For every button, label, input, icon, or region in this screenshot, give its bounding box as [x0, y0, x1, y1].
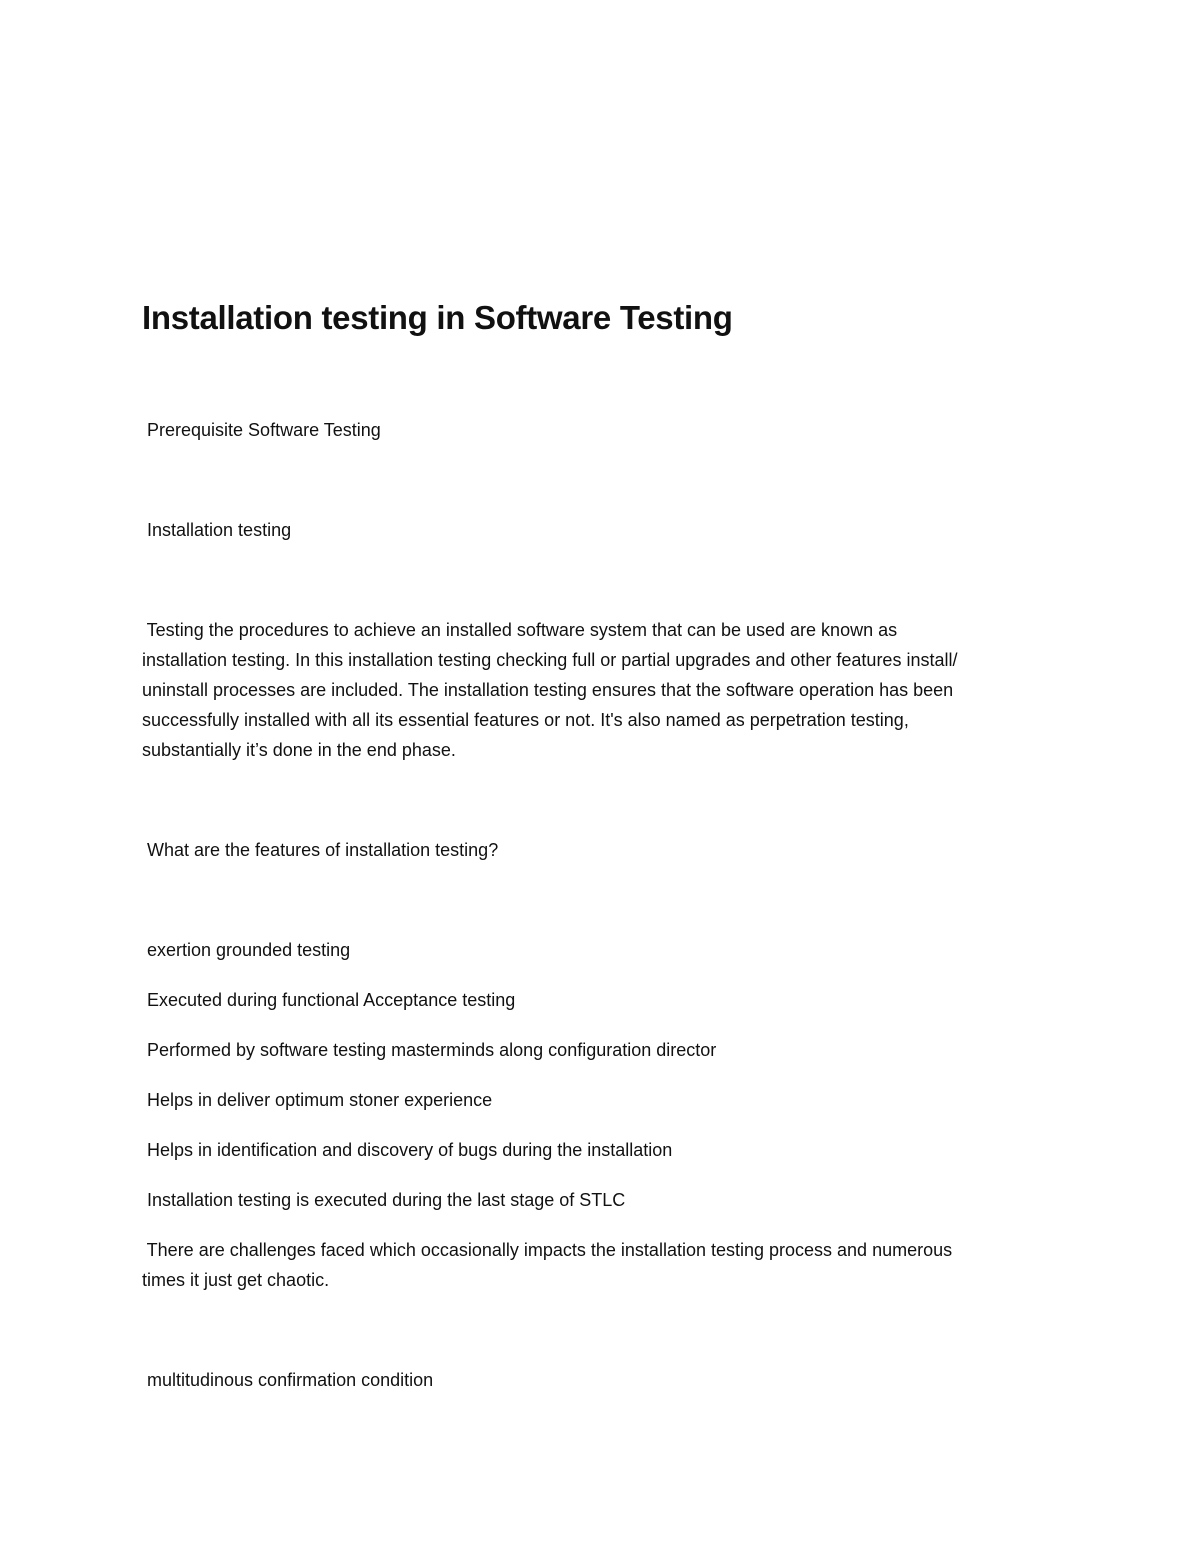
intro-line: Testing the procedures to achieve an installed software system that can be used are known as [142, 620, 898, 640]
feature-item: Installation testing is executed during the last stage of STLC [142, 1190, 626, 1210]
challenges-paragraph [142, 1235, 1072, 1295]
intro-line: uninstall processes are included. The installation testing ensures that the software operation has been [142, 680, 954, 700]
intro-line: substantially it’s done in the end phase. [142, 740, 456, 760]
feature-item: Performed by software testing masterminds along configuration director [142, 1040, 717, 1060]
intro-line: successfully installed with all its essential features or not. It's also named as perpetration testing, [142, 710, 909, 730]
challenges-line: times it just get chaotic. [142, 1270, 330, 1290]
section-heading: Installation testing [142, 520, 292, 540]
feature-item: Helps in deliver optimum stoner experience [142, 1090, 493, 1110]
features-question: What are the features of installation testing? [142, 840, 499, 860]
document-title: Installation testing in Software Testing [142, 299, 733, 336]
challenges-line: There are challenges faced which occasionally impacts the installation testing process and numerous [142, 1240, 953, 1260]
intro-line: installation testing. In this installation testing checking full or partial upgrades and other features install/ [142, 650, 958, 670]
prerequisite-line: Prerequisite Software Testing [142, 420, 381, 440]
feature-item: Helps in identification and discovery of bugs during the installation [142, 1140, 673, 1160]
feature-item: exertion grounded testing [142, 940, 351, 960]
intro-paragraph [142, 615, 1072, 765]
feature-item: Executed during functional Acceptance testing [142, 990, 516, 1010]
last-item: multitudinous confirmation condition [142, 1370, 434, 1390]
